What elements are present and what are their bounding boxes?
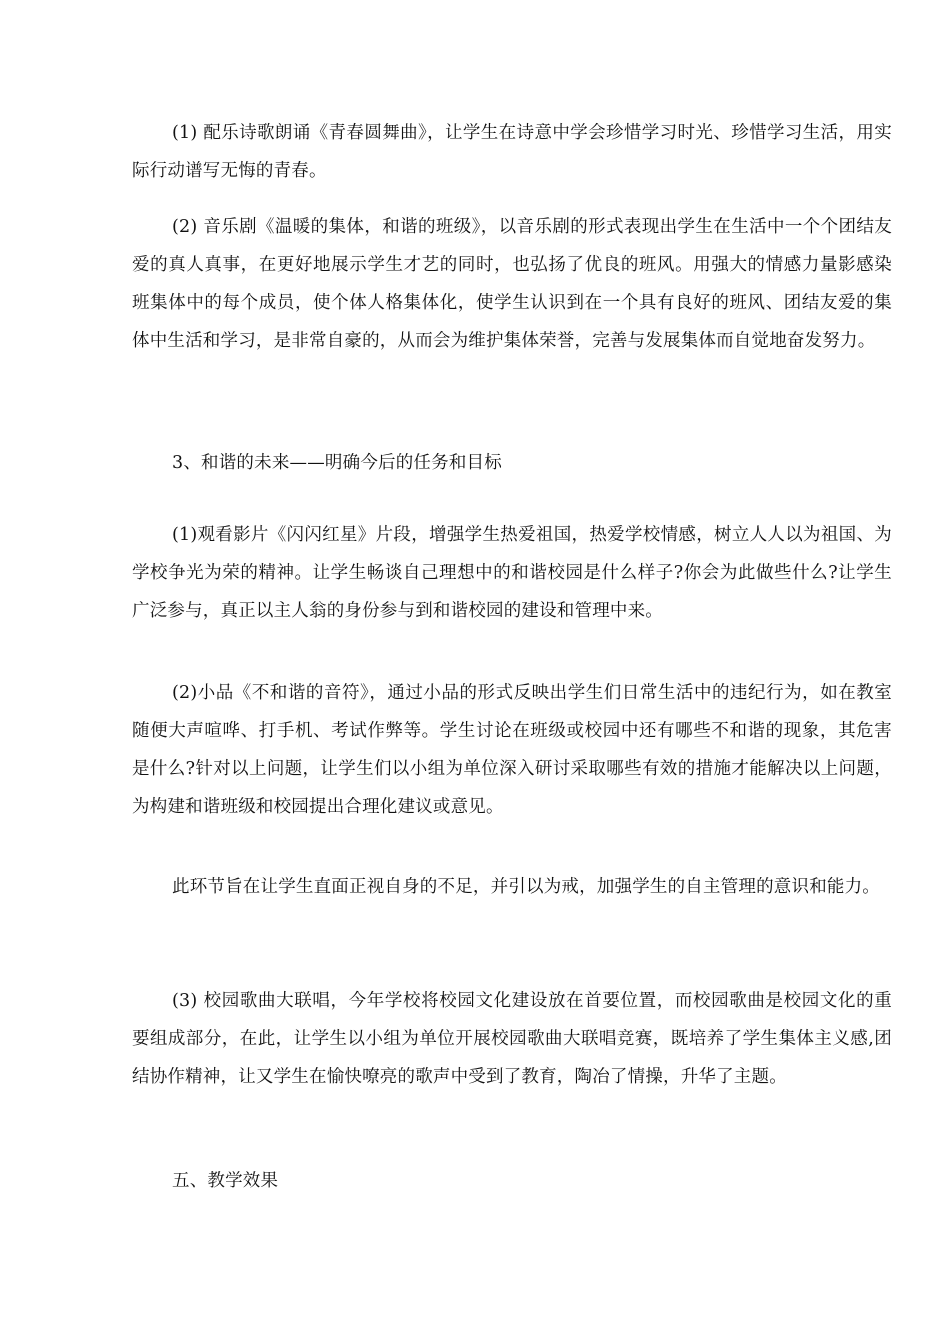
paragraph-poetry-recitation: (1) 配乐诗歌朗诵《青春圆舞曲》，让学生在诗意中学会珍惜学习时光、珍惜学习生活，用实际行动谱写无悔的青春。	[132, 123, 892, 181]
paragraph-film-viewing: (1)观看影片《闪闪红星》片段，增强学生热爱祖国，热爱学校情感，树立人人以为祖国、为学校争光为荣的精神。让学生畅谈自己理想中的和谐校园是什么样子?你会为此做些什么?让学生广泛参与，真正以主人翁的身份参与到和谐校园的建设和管理中来。	[132, 525, 892, 621]
paragraph-musical-drama: (2) 音乐剧《温暖的集体，和谐的班级》，以音乐剧的形式表现出学生在生活中一个个团结友爱的真人真事，在更好地展示学生才艺的同时，也弘扬了优良的班风。用强大的情感力量影感染班集体中的每个成员，使个体人格集体化，使学生认识到在一个具有良好的班风、团结友爱的集体中生活和学习，是非常自豪的，从而会为维护集体荣誉，完善与发展集体而自觉地奋发努力。	[132, 217, 892, 351]
section-heading-harmonious-future: 3、和谐的未来——明确今后的任务和目标	[172, 453, 502, 473]
paragraph-skit: (2)小品《不和谐的音符》，通过小品的形式反映出学生们日常生活中的违纪行为，如在教室随便大声喧哗、打手机、考试作弊等。学生讨论在班级或校园中还有哪些不和谐的现象，其危害是什么?针对以上问题，让学生们以小组为单位深入研讨采取哪些有效的措施才能解决以上问题，为构建和谐班级和校园提出合理化建议或意见。	[132, 683, 892, 817]
paragraph-purpose-note: 此环节旨在让学生直面正视自身的不足，并引以为戒，加强学生的自主管理的意识和能力。	[172, 877, 880, 897]
paragraph-campus-song-chorus: (3) 校园歌曲大联唱，今年学校将校园文化建设放在首要位置，而校园歌曲是校园文化的重要组成部分，在此，让学生以小组为单位开展校园歌曲大联唱竞赛，既培养了学生集体主义感,团结协作精神，让又学生在愉快嘹亮的歌声中受到了教育，陶冶了情操，升华了主题。	[132, 991, 892, 1087]
section-heading-teaching-effect: 五、教学效果	[172, 1171, 279, 1191]
